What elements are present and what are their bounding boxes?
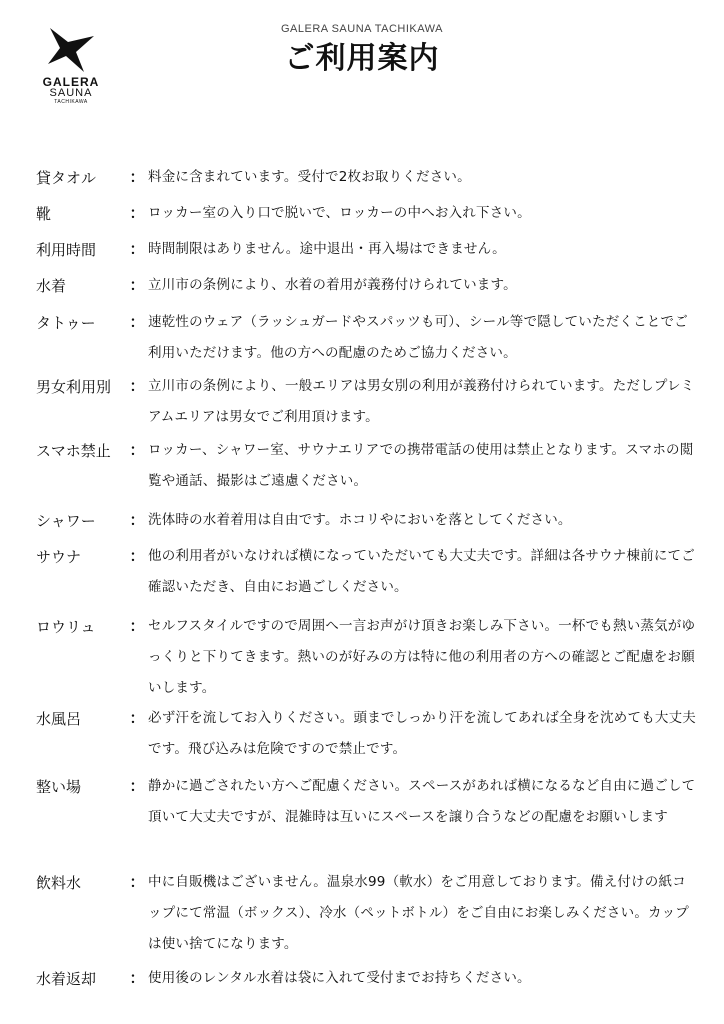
rule-colon: ： [129,377,145,395]
rule-description: 他の利用者がいなければ横になっていただいても大丈夫です。詳細は各サウナ棟前にてご確認いただき、自由にお過ごしください。 [148,548,695,595]
rule-term: 水風呂 [36,710,82,728]
rule-description: 静かに過ごされたい方へご配慮ください。スペースがあれば横になるなど自由に過ごして頂いて大丈夫ですが、混雑時は互いにスペースを譲り合うなどの配慮をお願いします [148,778,696,825]
page-title: ご利用案内 [284,41,440,76]
rule-description: 料金に含まれています。受付で2枚お取りください。 [148,169,471,185]
rule-item [36,771,696,867]
rule-term: 貸タオル [36,169,97,187]
logo-word-galera: GALERA [42,75,100,89]
rule-item [36,162,696,198]
rule-item [36,963,696,999]
rule-description: 使用後のレンタル水着は袋に入れて受付までお持ちください。 [148,970,531,986]
rule-item [36,371,696,435]
rule-colon: ： [129,276,145,294]
rule-term: 水着返却 [36,970,97,988]
rule-term: 靴 [36,205,52,223]
rules-list [36,162,696,999]
rule-item [36,541,696,611]
rule-term: スマホ禁止 [36,442,111,460]
rule-colon: ： [129,511,145,529]
rule-description: 速乾性のウェア（ラッシュガードやスパッツも可）、シール等で隠していただくことでご利用いただけます。他の方への配慮のためご協力ください。 [148,314,688,361]
rule-description: 中に自販機はございません。温泉水99（軟水）をご用意しております。備え付けの紙コップにて常温（ボックス）、冷水（ペットボトル）をご自由にお楽しみください。カップは使い捨てになります。 [148,874,689,952]
rule-colon: ： [129,617,145,635]
rule-description: ロッカー室の入り口で脱いで、ロッカーの中へお入れ下さい。 [148,205,531,221]
page-subtitle: GALERA SAUNA TACHIKAWA [281,23,443,35]
rule-colon: ： [129,547,145,565]
rule-description: 時間制限はありません。途中退出・再入場はできません。 [148,241,506,257]
rule-term: ロウリュ [36,618,96,636]
rule-term: タトゥー [36,314,96,332]
rule-colon: ： [129,777,145,795]
rule-description: セルフスタイルですので周囲へ一言お声がけ頂きお楽しみ下さい。一杯でも熱い蒸気がゆっくりと下りてきます。熱いのが好みの方は特に他の利用者の方への確認とご配慮をお願いします。 [148,618,696,696]
rule-item [36,435,696,505]
rule-term: サウナ [36,548,82,566]
rule-term: シャワー [36,512,96,530]
rule-item [36,505,696,541]
rule-colon: ： [129,969,145,987]
rule-colon: ： [129,240,145,258]
rule-term: 整い場 [36,778,82,796]
rule-description: 必ず汗を流してお入りください。頭までしっかり汗を流してあれば全身を沈めても大丈夫です。飛び込みは危険ですので禁止です。 [148,710,696,757]
rule-colon: ： [129,168,145,186]
rule-item [36,611,696,703]
rule-description: 立川市の条例により、一般エリアは男女別の利用が義務付けられています。ただしプレミアムエリアは男女でご利用頂けます。 [148,378,695,425]
rule-description: 洗体時の水着着用は自由です。ホコリやにおいを落としてください。 [148,512,572,528]
logo-word-tachikawa: TACHIKAWA [54,99,88,105]
page-header [0,22,724,80]
rule-item [36,270,696,307]
rule-item [36,307,696,371]
rule-description: ロッカー、シャワー室、サウナエリアでの携帯電話の使用は禁止となります。スマホの閲覧や通話、撮影はご遠慮ください。 [148,442,694,489]
rule-colon: ： [129,441,145,459]
rule-item [36,198,696,234]
rule-term: 男女利用別 [36,378,112,396]
rule-colon: ： [129,313,145,331]
rule-item [36,867,696,963]
rule-item [36,234,696,270]
rule-item [36,703,696,771]
rule-colon: ： [129,873,145,891]
rule-description: 立川市の条例により、水着の着用が義務付けられています。 [148,277,517,293]
rule-colon: ： [129,204,145,222]
rule-term: 水着 [36,277,67,295]
logo-word-sauna: SAUNA [49,87,93,99]
rule-term: 利用時間 [36,241,97,259]
rule-colon: ： [129,709,145,727]
rule-term: 飲料水 [36,874,82,892]
